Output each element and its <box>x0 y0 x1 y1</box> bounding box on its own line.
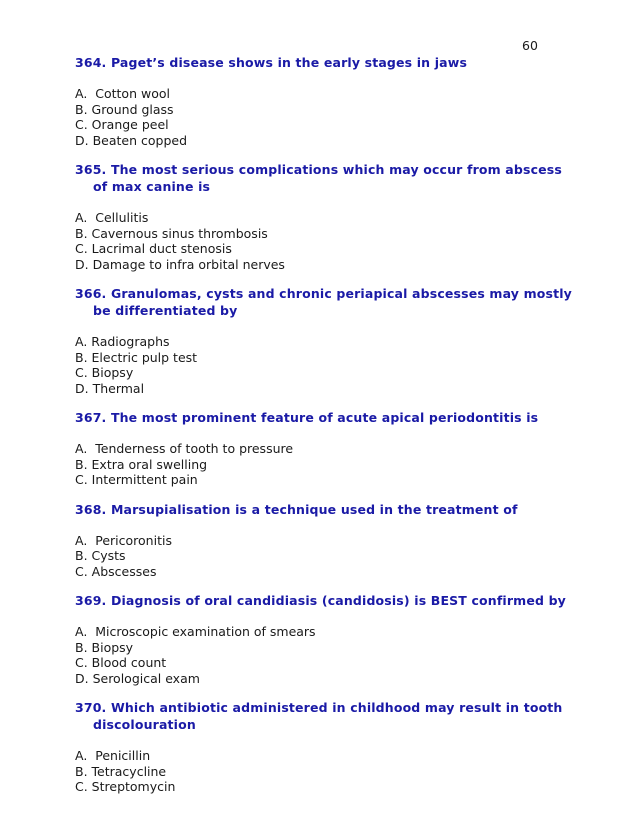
option-c: C. Abscesses <box>75 563 157 579</box>
option-d: D. Beaten copped <box>75 132 187 148</box>
option-b: B. Extra oral swelling <box>75 456 208 472</box>
question-text: 364. Paget’s disease shows in the early stages in jaws <box>75 55 468 70</box>
option-c: C. Streptomycin <box>75 779 176 794</box>
question-368 <box>75 501 575 580</box>
question-366 <box>75 285 575 396</box>
option-c: C. Orange peel <box>75 117 169 132</box>
option-b: B. Electric pulp test <box>75 349 198 365</box>
question-text: 369. Diagnosis of oral candidiasis (candidosis) is BEST confirmed by <box>75 593 566 608</box>
option-d: D. Damage to infra orbital nerves <box>75 256 285 272</box>
question-text: 370. Which antibiotic administered in childhood may result in tooth discolouration <box>75 700 563 732</box>
option-b: B. Ground glass <box>75 101 174 117</box>
option-a: A. Cotton wool <box>75 86 170 101</box>
question-370 <box>75 699 575 795</box>
answer-options <box>75 533 575 580</box>
option-d: D. Thermal <box>75 380 145 396</box>
answer-options <box>75 441 575 488</box>
option-b: B. Cavernous sinus thrombosis <box>75 225 268 241</box>
answer-options <box>75 624 575 686</box>
answer-options <box>75 86 575 148</box>
question-367 <box>75 409 575 488</box>
option-c: C. Intermittent pain <box>75 472 198 487</box>
option-a: A. Microscopic examination of smears <box>75 624 316 639</box>
option-c: C. Blood count <box>75 655 167 670</box>
question-364 <box>75 54 575 148</box>
answer-options <box>75 748 575 795</box>
question-text: 367. The most prominent feature of acute apical periodontitis is <box>75 410 539 425</box>
option-a: A. Pericoronitis <box>75 532 172 548</box>
option-d: D. Serological exam <box>75 670 200 686</box>
option-a: A. Cellulitis <box>75 210 149 225</box>
answer-options <box>75 210 575 272</box>
option-a: A. Radiographs <box>75 334 170 349</box>
question-text: 365. The most serious complications which may occur from abscess of max canine is <box>75 162 562 194</box>
option-c: C. Lacrimal duct stenosis <box>75 241 232 256</box>
option-a: A. Penicillin <box>75 748 151 763</box>
question-list <box>75 54 575 795</box>
page-number: 60 <box>522 38 538 53</box>
question-text: 368. Marsupialisation is a technique used in the treatment of <box>75 501 518 517</box>
option-c: C. Biopsy <box>75 365 134 380</box>
question-369 <box>75 592 575 686</box>
option-b: B. Biopsy <box>75 639 134 655</box>
option-b: B. Tetracycline <box>75 763 167 779</box>
option-a: A. Tenderness of tooth to pressure <box>75 441 294 456</box>
question-text: 366. Granulomas, cysts and chronic periapical abscesses may mostly be differentiated by <box>75 286 572 318</box>
option-b: B. Cysts <box>75 548 126 563</box>
answer-options <box>75 334 575 396</box>
question-365 <box>75 161 575 272</box>
